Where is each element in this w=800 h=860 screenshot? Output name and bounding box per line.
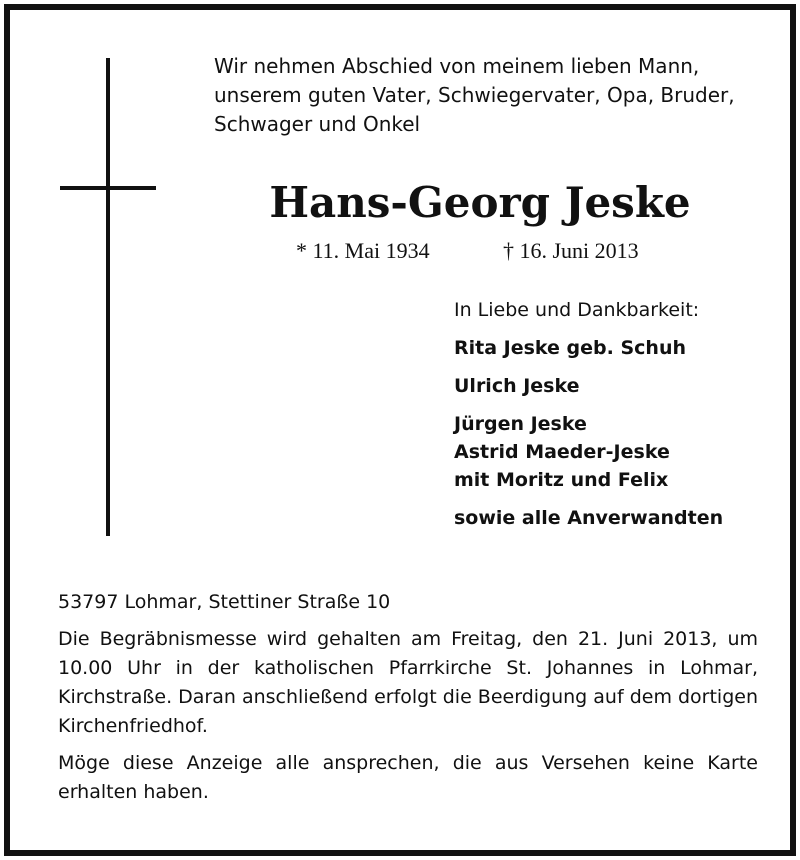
- funeral-notice: Die Begräbnismesse wird gehalten am Freitag, den 21. Juni 2013, um 10.00 Uhr in der katholischen Pfarrkirche St. Johannes in Lohmar, Kirchstraße. Daran anschließend erfolgt die Beerdigung auf dem dortigen Kirchenfriedhof.: [58, 628, 759, 737]
- service-details: [58, 588, 758, 807]
- mourner-name: Rita Jeske geb. Schuh: [454, 337, 686, 359]
- death-date: † 16. Juni 2013: [503, 238, 639, 263]
- cross-icon-vertical-bar: [106, 58, 110, 536]
- mourning-address: 53797 Lohmar, Stettiner Straße 10: [58, 591, 391, 613]
- birth-date: * 11. Mai 1934: [296, 238, 430, 263]
- mourner-name: Astrid Maeder-Jeske: [454, 441, 670, 463]
- obituary-notice: [4, 4, 796, 856]
- mourner-name: Jürgen Jeske: [454, 413, 587, 435]
- mourner-name: Ulrich Jeske: [454, 375, 580, 397]
- mourner-name: sowie alle Anverwandten: [454, 507, 724, 529]
- deceased-name: Hans-Georg Jeske: [269, 178, 691, 227]
- mourner-name: mit Moritz und Felix: [454, 469, 669, 491]
- closing-note: Möge diese Anzeige alle ansprechen, die aus Versehen keine Karte erhalten haben.: [58, 752, 758, 803]
- family-section: [454, 296, 784, 532]
- family-intro: In Liebe und Dankbarkeit:: [454, 299, 700, 321]
- intro-text: Wir nehmen Abschied von meinem lieben Mann, unserem guten Vater, Schwiegervater, Opa, Bruder, Schwager und Onkel: [214, 54, 735, 136]
